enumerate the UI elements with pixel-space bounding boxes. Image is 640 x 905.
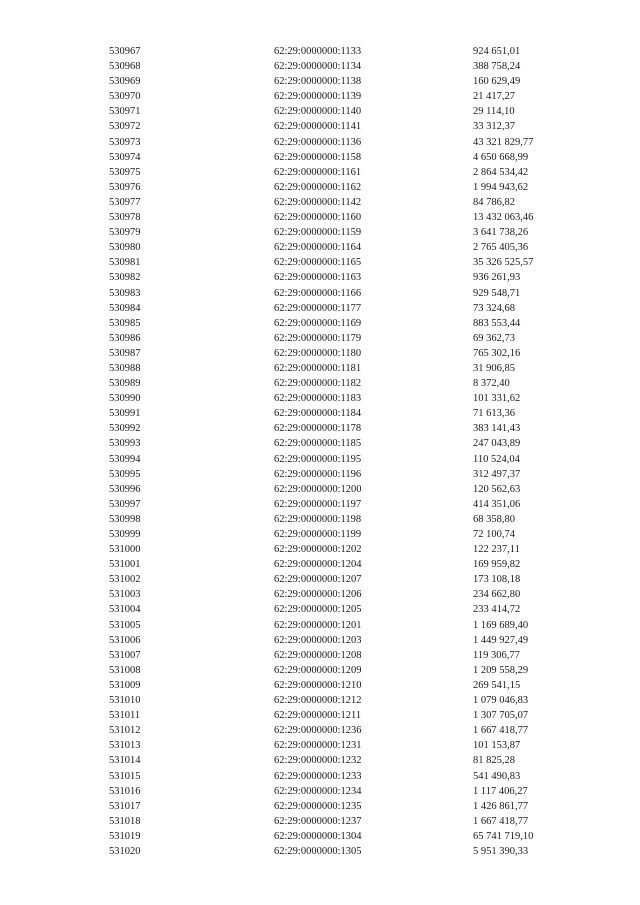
row-margin [0, 270, 109, 285]
row-margin [0, 618, 109, 633]
cadastral-value-cell: 43 321 829,77 [473, 136, 534, 148]
table-row [0, 708, 640, 723]
table-row [0, 738, 640, 753]
cadastral-number-cell: 62:29:0000000:1169 [274, 317, 362, 329]
cadastral-value-cell: 1 667 418,77 [473, 815, 529, 827]
row-margin [0, 663, 109, 678]
cadastral-number-cell: 62:29:0000000:1179 [274, 332, 362, 344]
row-number-cell: 531010 [109, 695, 141, 707]
table-row [0, 618, 640, 633]
table-row [0, 361, 640, 376]
cadastral-number-cell: 62:29:0000000:1208 [274, 649, 362, 661]
cadastral-value-cell: 541 490,83 [473, 770, 521, 782]
row-number-cell: 530979 [109, 227, 141, 239]
row-margin [0, 708, 109, 723]
cadastral-value-cell: 765 302,16 [473, 347, 521, 359]
row-number-cell: 530983 [109, 287, 141, 299]
cadastral-number-cell: 62:29:0000000:1204 [274, 559, 362, 571]
row-number-cell: 531020 [109, 845, 141, 857]
cadastral-number-cell: 62:29:0000000:1201 [274, 619, 362, 631]
table-row [0, 255, 640, 270]
table-row [0, 542, 640, 557]
row-number-cell: 530995 [109, 468, 141, 480]
cadastral-value-table [0, 44, 640, 859]
row-number-cell: 530993 [109, 438, 141, 450]
row-number-cell: 531009 [109, 679, 141, 691]
cadastral-value-cell: 883 553,44 [473, 317, 521, 329]
row-number-cell: 530997 [109, 498, 141, 510]
table-row [0, 225, 640, 240]
table-row [0, 557, 640, 572]
row-number-cell: 531013 [109, 740, 141, 752]
row-number-cell: 530992 [109, 423, 141, 435]
row-number-cell: 530974 [109, 151, 141, 163]
cadastral-value-cell: 1 117 406,27 [473, 785, 528, 797]
cadastral-number-cell: 62:29:0000000:1200 [274, 483, 362, 495]
table-row [0, 436, 640, 451]
row-number-cell: 531004 [109, 604, 141, 616]
row-margin [0, 195, 109, 210]
cadastral-number-cell: 62:29:0000000:1207 [274, 574, 362, 586]
row-margin [0, 346, 109, 361]
row-margin [0, 165, 109, 180]
cadastral-number-cell: 62:29:0000000:1211 [274, 710, 362, 722]
row-margin [0, 44, 109, 59]
row-number-cell: 531011 [109, 710, 141, 722]
row-number-cell: 530969 [109, 76, 141, 88]
cadastral-value-cell: 1 209 558,29 [473, 664, 529, 676]
cadastral-number-cell: 62:29:0000000:1182 [274, 378, 362, 390]
table-row [0, 452, 640, 467]
cadastral-number-cell: 62:29:0000000:1195 [274, 453, 362, 465]
row-number-cell: 530977 [109, 196, 141, 208]
cadastral-number-cell: 62:29:0000000:1199 [274, 529, 362, 540]
cadastral-value-cell: 160 629,49 [473, 76, 521, 88]
table-body [0, 44, 640, 859]
table-row [0, 195, 640, 210]
row-number-cell: 531005 [109, 619, 141, 631]
row-margin [0, 497, 109, 512]
row-number-cell: 530988 [109, 362, 141, 374]
cadastral-number-cell: 62:29:0000000:1158 [274, 151, 362, 163]
table-row [0, 316, 640, 331]
cadastral-number-cell: 62:29:0000000:1233 [274, 770, 362, 782]
cadastral-value-cell: 35 326 525,57 [473, 257, 534, 269]
row-margin [0, 587, 109, 602]
row-margin [0, 210, 109, 225]
cadastral-value-cell: 383 141,43 [473, 423, 521, 435]
table-row [0, 693, 640, 708]
row-number-cell: 530998 [109, 513, 141, 525]
row-margin [0, 467, 109, 482]
table-row [0, 165, 640, 180]
cadastral-number-cell: 62:29:0000000:1140 [274, 106, 362, 118]
cadastral-number-cell: 62:29:0000000:1166 [274, 287, 362, 299]
row-margin [0, 784, 109, 799]
row-margin [0, 452, 109, 467]
row-margin [0, 557, 109, 572]
cadastral-value-cell: 1 667 418,77 [473, 725, 529, 737]
cadastral-number-cell: 62:29:0000000:1206 [274, 589, 362, 601]
table-row [0, 331, 640, 346]
table-row [0, 678, 640, 693]
cadastral-value-cell: 33 312,37 [473, 121, 515, 133]
table-row [0, 467, 640, 482]
row-number-cell: 531000 [109, 544, 141, 556]
cadastral-number-cell: 62:29:0000000:1164 [274, 242, 362, 254]
table-row [0, 799, 640, 814]
cadastral-number-cell: 62:29:0000000:1138 [274, 76, 362, 88]
cadastral-value-cell: 924 651,01 [473, 46, 521, 57]
row-margin [0, 135, 109, 150]
cadastral-value-cell: 1 449 927,49 [473, 634, 529, 646]
row-number-cell: 530987 [109, 347, 141, 359]
row-margin [0, 572, 109, 587]
cadastral-number-cell: 62:29:0000000:1212 [274, 695, 362, 707]
cadastral-value-cell: 69 362,73 [473, 332, 515, 344]
cadastral-value-cell: 173 108,18 [473, 574, 521, 586]
row-number-cell: 531001 [109, 559, 141, 571]
row-number-cell: 531012 [109, 725, 141, 737]
cadastral-number-cell: 62:29:0000000:1184 [274, 408, 362, 420]
row-margin [0, 286, 109, 301]
cadastral-value-cell: 312 497,37 [473, 468, 521, 480]
cadastral-number-cell: 62:29:0000000:1196 [274, 468, 362, 480]
row-margin [0, 255, 109, 270]
row-number-cell: 531003 [109, 589, 141, 601]
row-margin [0, 150, 109, 165]
row-margin [0, 799, 109, 814]
cadastral-number-cell: 62:29:0000000:1235 [274, 800, 362, 812]
row-margin [0, 602, 109, 617]
cadastral-number-cell: 62:29:0000000:1202 [274, 544, 362, 556]
table-row [0, 301, 640, 316]
table-row [0, 270, 640, 285]
row-number-cell: 530985 [109, 317, 141, 329]
row-margin [0, 512, 109, 527]
cadastral-value-cell: 2 765 405,36 [473, 242, 529, 254]
cadastral-value-cell: 84 786,82 [473, 196, 515, 208]
row-number-cell: 530980 [109, 242, 141, 254]
cadastral-number-cell: 62:29:0000000:1180 [274, 347, 362, 359]
cadastral-number-cell: 62:29:0000000:1141 [274, 121, 362, 133]
row-number-cell: 530989 [109, 378, 141, 390]
row-margin [0, 331, 109, 346]
cadastral-value-cell: 1 307 705,07 [473, 710, 529, 722]
table-row [0, 210, 640, 225]
row-margin [0, 59, 109, 74]
cadastral-value-cell: 13 432 063,46 [473, 212, 534, 224]
table-row [0, 240, 640, 255]
cadastral-value-cell: 2 864 534,42 [473, 166, 529, 178]
cadastral-value-cell: 68 358,80 [473, 513, 515, 525]
cadastral-number-cell: 62:29:0000000:1304 [274, 830, 362, 842]
cadastral-value-cell: 247 043,89 [473, 438, 521, 450]
cadastral-value-cell: 101 153,87 [473, 740, 521, 752]
cadastral-value-cell: 65 741 719,10 [473, 830, 534, 842]
cadastral-value-cell: 169 959,82 [473, 559, 521, 571]
row-margin [0, 301, 109, 316]
row-number-cell: 530984 [109, 302, 141, 314]
row-number-cell: 530991 [109, 408, 141, 420]
cadastral-value-cell: 3 641 738,26 [473, 227, 529, 239]
cadastral-number-cell: 62:29:0000000:1185 [274, 438, 362, 450]
cadastral-value-cell: 31 906,85 [473, 362, 515, 374]
cadastral-number-cell: 62:29:0000000:1159 [274, 227, 362, 239]
cadastral-value-cell: 21 417,27 [473, 91, 515, 103]
cadastral-number-cell: 62:29:0000000:1236 [274, 725, 362, 737]
row-number-cell: 530990 [109, 393, 141, 405]
table-row [0, 286, 640, 301]
cadastral-number-cell: 62:29:0000000:1209 [274, 664, 362, 676]
row-number-cell: 530975 [109, 166, 141, 178]
table-row [0, 346, 640, 361]
row-number-cell: 531019 [109, 830, 141, 842]
table-row [0, 844, 640, 859]
cadastral-number-cell: 62:29:0000000:1161 [274, 166, 362, 178]
row-margin [0, 406, 109, 421]
table-row [0, 44, 640, 59]
table-row [0, 753, 640, 768]
cadastral-value-cell: 120 562,63 [473, 483, 521, 495]
table-row [0, 104, 640, 119]
table-row [0, 59, 640, 74]
cadastral-number-cell: 62:29:0000000:1234 [274, 785, 362, 797]
row-margin [0, 225, 109, 240]
cadastral-value-cell: 81 825,28 [473, 755, 515, 767]
row-number-cell: 531017 [109, 800, 141, 812]
row-number-cell: 530986 [109, 332, 141, 344]
row-number-cell: 530996 [109, 483, 141, 495]
cadastral-value-cell: 72 100,74 [473, 529, 515, 540]
cadastral-value-cell: 414 351,06 [473, 498, 521, 510]
table-row [0, 527, 640, 542]
cadastral-value-cell: 269 541,15 [473, 679, 521, 691]
table-row [0, 482, 640, 497]
row-margin [0, 74, 109, 89]
row-number-cell: 530973 [109, 136, 141, 148]
row-margin [0, 723, 109, 738]
row-margin [0, 104, 109, 119]
table-row [0, 74, 640, 89]
cadastral-number-cell: 62:29:0000000:1163 [274, 272, 362, 284]
cadastral-value-cell: 71 613,36 [473, 408, 515, 420]
table-row [0, 406, 640, 421]
cadastral-value-cell: 1 994 943,62 [473, 181, 529, 193]
cadastral-number-cell: 62:29:0000000:1134 [274, 61, 362, 73]
cadastral-value-cell: 29 114,10 [473, 106, 515, 118]
cadastral-value-cell: 929 548,71 [473, 287, 521, 299]
cadastral-number-cell: 62:29:0000000:1205 [274, 604, 362, 616]
cadastral-number-cell: 62:29:0000000:1139 [274, 91, 362, 103]
row-number-cell: 530981 [109, 257, 141, 269]
table-row [0, 391, 640, 406]
table-row [0, 89, 640, 104]
cadastral-value-cell: 8 372,40 [473, 378, 510, 390]
row-margin [0, 240, 109, 255]
cadastral-value-cell: 110 524,04 [473, 453, 520, 465]
row-number-cell: 530978 [109, 212, 141, 224]
table-row [0, 829, 640, 844]
row-margin [0, 119, 109, 134]
cadastral-number-cell: 62:29:0000000:1237 [274, 815, 362, 827]
cadastral-number-cell: 62:29:0000000:1198 [274, 513, 362, 525]
cadastral-value-cell: 119 306,77 [473, 649, 520, 661]
row-number-cell: 531007 [109, 649, 141, 661]
cadastral-number-cell: 62:29:0000000:1203 [274, 634, 362, 646]
row-number-cell: 531006 [109, 634, 141, 646]
cadastral-value-cell: 936 261,93 [473, 272, 521, 284]
cadastral-value-cell: 5 951 390,33 [473, 845, 529, 857]
cadastral-value-cell: 1 169 689,40 [473, 619, 529, 631]
row-margin [0, 421, 109, 436]
cadastral-number-cell: 62:29:0000000:1160 [274, 212, 362, 224]
row-number-cell: 531018 [109, 815, 141, 827]
row-number-cell: 530967 [109, 46, 141, 57]
cadastral-value-cell: 122 237,11 [473, 544, 520, 556]
row-number-cell: 531002 [109, 574, 141, 586]
row-margin [0, 542, 109, 557]
row-number-cell: 531016 [109, 785, 141, 797]
table-row [0, 150, 640, 165]
table-row [0, 512, 640, 527]
row-margin [0, 180, 109, 195]
cadastral-number-cell: 62:29:0000000:1162 [274, 181, 362, 193]
row-number-cell: 530968 [109, 61, 141, 73]
row-margin [0, 753, 109, 768]
cadastral-value-cell: 233 414,72 [473, 604, 521, 616]
cadastral-value-cell: 1 079 046,83 [473, 695, 529, 707]
cadastral-number-cell: 62:29:0000000:1183 [274, 393, 362, 405]
cadastral-value-cell: 234 662,80 [473, 589, 521, 601]
row-number-cell: 530982 [109, 272, 141, 284]
table-row [0, 633, 640, 648]
row-margin [0, 527, 109, 542]
row-margin [0, 678, 109, 693]
cadastral-number-cell: 62:29:0000000:1181 [274, 362, 362, 374]
row-margin [0, 376, 109, 391]
table-row [0, 814, 640, 829]
table-row [0, 497, 640, 512]
cadastral-value-cell: 388 758,24 [473, 61, 521, 73]
table-row [0, 663, 640, 678]
table-row [0, 648, 640, 663]
cadastral-value-cell: 101 331,62 [473, 393, 521, 405]
row-margin [0, 361, 109, 376]
row-margin [0, 738, 109, 753]
row-number-cell: 530976 [109, 181, 141, 193]
row-margin [0, 693, 109, 708]
row-number-cell: 530994 [109, 453, 141, 465]
cadastral-number-cell: 62:29:0000000:1165 [274, 257, 362, 269]
row-number-cell: 530972 [109, 121, 141, 133]
row-number-cell: 531015 [109, 770, 141, 782]
table-row [0, 723, 640, 738]
row-margin [0, 829, 109, 844]
row-margin [0, 391, 109, 406]
row-margin [0, 436, 109, 451]
row-margin [0, 769, 109, 784]
row-margin [0, 316, 109, 331]
row-number-cell: 530999 [109, 529, 141, 540]
row-number-cell: 530970 [109, 91, 141, 103]
cadastral-number-cell: 62:29:0000000:1210 [274, 679, 362, 691]
table-row [0, 587, 640, 602]
row-margin [0, 633, 109, 648]
row-margin [0, 648, 109, 663]
cadastral-number-cell: 62:29:0000000:1178 [274, 423, 362, 435]
table-row [0, 135, 640, 150]
row-margin [0, 814, 109, 829]
table-row [0, 376, 640, 391]
cadastral-number-cell: 62:29:0000000:1136 [274, 136, 362, 148]
cadastral-number-cell: 62:29:0000000:1177 [274, 302, 362, 314]
row-number-cell: 531008 [109, 664, 141, 676]
cadastral-number-cell: 62:29:0000000:1142 [274, 196, 362, 208]
cadastral-value-cell: 1 426 861,77 [473, 800, 529, 812]
table-row [0, 119, 640, 134]
table-row [0, 572, 640, 587]
table-row [0, 180, 640, 195]
cadastral-number-cell: 62:29:0000000:1197 [274, 498, 362, 510]
row-number-cell: 531014 [109, 755, 141, 767]
table-row [0, 784, 640, 799]
cadastral-value-cell: 4 650 668,99 [473, 151, 529, 163]
table-row [0, 602, 640, 617]
row-number-cell: 530971 [109, 106, 141, 118]
row-margin [0, 482, 109, 497]
cadastral-number-cell: 62:29:0000000:1231 [274, 740, 362, 752]
row-margin [0, 89, 109, 104]
table-row [0, 769, 640, 784]
cadastral-value-cell: 73 324,68 [473, 302, 515, 314]
cadastral-number-cell: 62:29:0000000:1305 [274, 845, 362, 857]
cadastral-number-cell: 62:29:0000000:1232 [274, 755, 362, 767]
row-margin [0, 844, 109, 859]
cadastral-number-cell: 62:29:0000000:1133 [274, 46, 362, 57]
table-row [0, 421, 640, 436]
